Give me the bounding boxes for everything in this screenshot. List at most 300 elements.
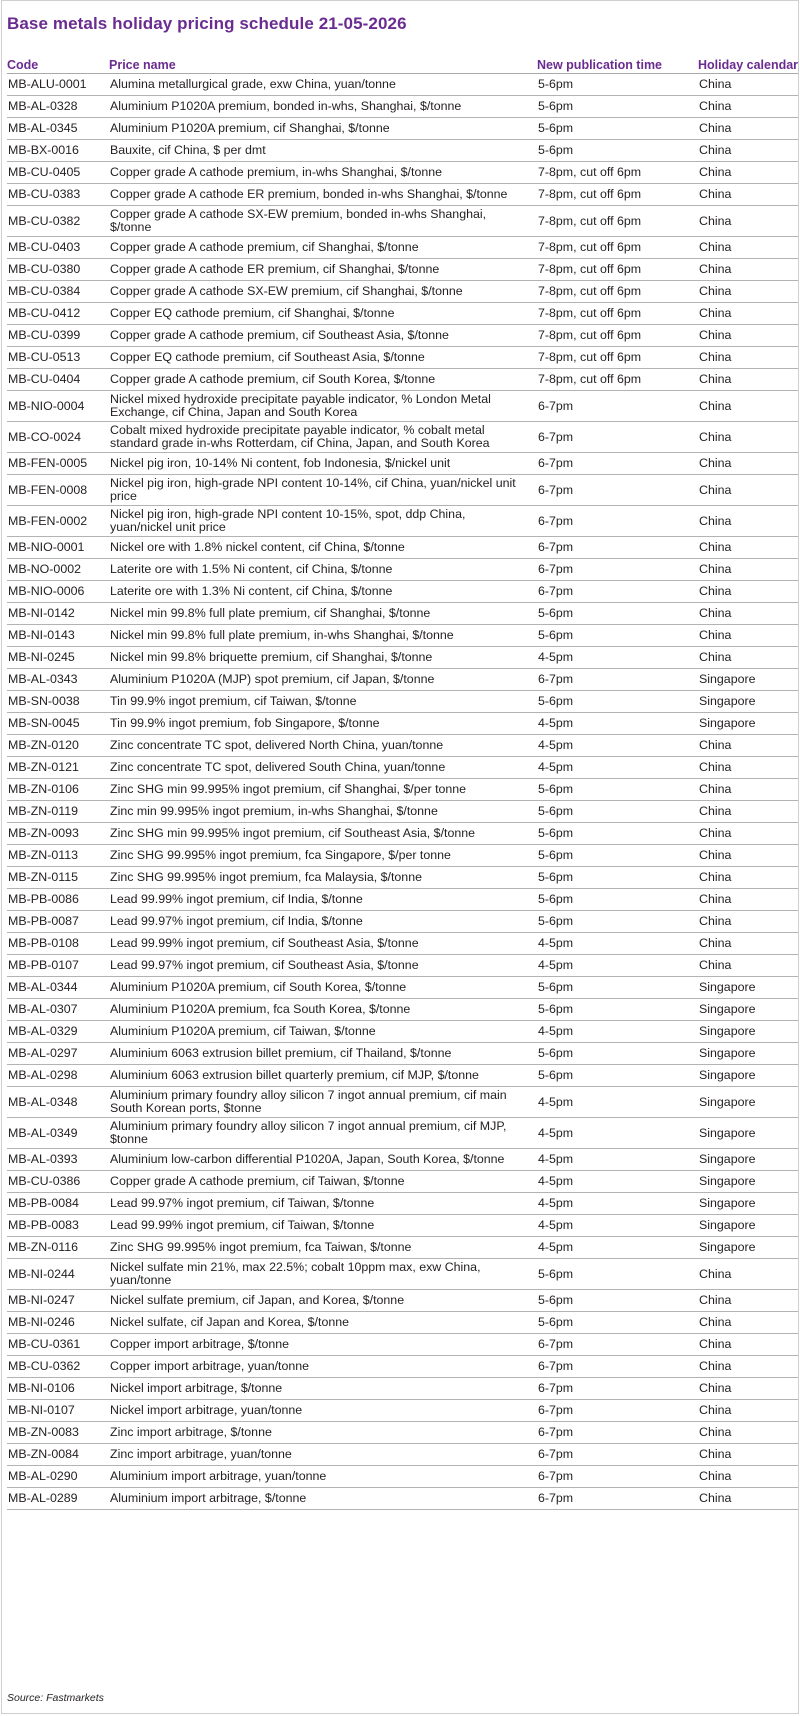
cell-code: MB-CU-0383 bbox=[7, 184, 109, 206]
cell-holiday-calendar: Singapore bbox=[698, 1118, 799, 1149]
cell-publication-time: 6-7pm bbox=[537, 1444, 698, 1466]
cell-publication-time: 6-7pm bbox=[537, 1488, 698, 1510]
cell-publication-time: 5-6pm bbox=[537, 977, 698, 999]
cell-price-name: Copper import arbitrage, $/tonne bbox=[109, 1334, 537, 1356]
table-row bbox=[7, 735, 799, 757]
cell-price-name: Zinc SHG min 99.995% ingot premium, cif Shanghai, $/per tonne bbox=[109, 779, 537, 801]
cell-publication-time: 5-6pm bbox=[537, 1259, 698, 1290]
table-row bbox=[7, 691, 799, 713]
cell-code: MB-NI-0142 bbox=[7, 603, 109, 625]
cell-price-name: Nickel import arbitrage, $/tonne bbox=[109, 1378, 537, 1400]
cell-price-name: Lead 99.97% ingot premium, cif Taiwan, $/tonne bbox=[109, 1193, 537, 1215]
cell-holiday-calendar: China bbox=[698, 506, 799, 537]
cell-price-name: Nickel min 99.8% briquette premium, cif Shanghai, $/tonne bbox=[109, 647, 537, 669]
cell-code: MB-PB-0086 bbox=[7, 889, 109, 911]
table-row bbox=[7, 281, 799, 303]
cell-price-name: Copper grade A cathode premium, cif Taiwan, $/tonne bbox=[109, 1171, 537, 1193]
cell-holiday-calendar: China bbox=[698, 1259, 799, 1290]
cell-holiday-calendar: China bbox=[698, 475, 799, 506]
cell-publication-time: 7-8pm, cut off 6pm bbox=[537, 281, 698, 303]
cell-publication-time: 5-6pm bbox=[537, 603, 698, 625]
cell-code: MB-CU-0382 bbox=[7, 206, 109, 237]
cell-publication-time: 6-7pm bbox=[537, 669, 698, 691]
table-row bbox=[7, 1118, 799, 1149]
cell-price-name: Nickel pig iron, 10-14% Ni content, fob Indonesia, $/nickel unit bbox=[109, 453, 537, 475]
cell-holiday-calendar: China bbox=[698, 347, 799, 369]
cell-holiday-calendar: Singapore bbox=[698, 1237, 799, 1259]
cell-price-name: Nickel sulfate premium, cif Japan, and Korea, $/tonne bbox=[109, 1290, 537, 1312]
cell-code: MB-CU-0403 bbox=[7, 237, 109, 259]
table-row bbox=[7, 1149, 799, 1171]
table-row bbox=[7, 1334, 799, 1356]
cell-publication-time: 4-5pm bbox=[537, 1118, 698, 1149]
header-publication-time: New publication time bbox=[537, 56, 698, 74]
cell-holiday-calendar: China bbox=[698, 206, 799, 237]
cell-code: MB-AL-0393 bbox=[7, 1149, 109, 1171]
cell-holiday-calendar: China bbox=[698, 303, 799, 325]
cell-price-name: Copper EQ cathode premium, cif Shanghai, $/tonne bbox=[109, 303, 537, 325]
table-row bbox=[7, 713, 799, 735]
cell-code: MB-PB-0083 bbox=[7, 1215, 109, 1237]
schedule-table bbox=[7, 56, 799, 1510]
cell-publication-time: 6-7pm bbox=[537, 506, 698, 537]
cell-publication-time: 6-7pm bbox=[537, 1378, 698, 1400]
table-header bbox=[7, 56, 799, 74]
cell-holiday-calendar: China bbox=[698, 391, 799, 422]
table-row bbox=[7, 391, 799, 422]
cell-publication-time: 6-7pm bbox=[537, 581, 698, 603]
table-row bbox=[7, 303, 799, 325]
cell-price-name: Aluminium P1020A premium, cif Taiwan, $/tonne bbox=[109, 1021, 537, 1043]
cell-price-name: Copper grade A cathode premium, in-whs Shanghai, $/tonne bbox=[109, 162, 537, 184]
table-row bbox=[7, 1422, 799, 1444]
cell-code: MB-ZN-0084 bbox=[7, 1444, 109, 1466]
cell-price-name: Nickel min 99.8% full plate premium, in-whs Shanghai, $/tonne bbox=[109, 625, 537, 647]
cell-price-name: Zinc SHG 99.995% ingot premium, fca Malaysia, $/tonne bbox=[109, 867, 537, 889]
cell-publication-time: 7-8pm, cut off 6pm bbox=[537, 303, 698, 325]
cell-code: MB-CU-0380 bbox=[7, 259, 109, 281]
cell-holiday-calendar: China bbox=[698, 1400, 799, 1422]
cell-code: MB-AL-0344 bbox=[7, 977, 109, 999]
cell-holiday-calendar: China bbox=[698, 845, 799, 867]
table-row bbox=[7, 1356, 799, 1378]
cell-holiday-calendar: Singapore bbox=[698, 1021, 799, 1043]
cell-holiday-calendar: Singapore bbox=[698, 977, 799, 999]
cell-holiday-calendar: Singapore bbox=[698, 1149, 799, 1171]
table-row bbox=[7, 669, 799, 691]
table-row bbox=[7, 259, 799, 281]
cell-code: MB-AL-0349 bbox=[7, 1118, 109, 1149]
table-row bbox=[7, 625, 799, 647]
table-row bbox=[7, 933, 799, 955]
cell-holiday-calendar: China bbox=[698, 735, 799, 757]
cell-publication-time: 7-8pm, cut off 6pm bbox=[537, 325, 698, 347]
table-body bbox=[7, 74, 799, 1510]
cell-price-name: Lead 99.99% ingot premium, cif Taiwan, $/tonne bbox=[109, 1215, 537, 1237]
cell-price-name: Zinc min 99.995% ingot premium, in-whs Shanghai, $/tonne bbox=[109, 801, 537, 823]
cell-publication-time: 5-6pm bbox=[537, 74, 698, 96]
cell-code: MB-NIO-0006 bbox=[7, 581, 109, 603]
cell-publication-time: 5-6pm bbox=[537, 96, 698, 118]
cell-publication-time: 7-8pm, cut off 6pm bbox=[537, 162, 698, 184]
cell-code: MB-AL-0298 bbox=[7, 1065, 109, 1087]
cell-holiday-calendar: China bbox=[698, 823, 799, 845]
cell-publication-time: 4-5pm bbox=[537, 1215, 698, 1237]
cell-publication-time: 4-5pm bbox=[537, 933, 698, 955]
cell-price-name: Tin 99.9% ingot premium, cif Taiwan, $/tonne bbox=[109, 691, 537, 713]
cell-code: MB-BX-0016 bbox=[7, 140, 109, 162]
cell-publication-time: 4-5pm bbox=[537, 1149, 698, 1171]
cell-price-name: Copper import arbitrage, yuan/tonne bbox=[109, 1356, 537, 1378]
cell-publication-time: 7-8pm, cut off 6pm bbox=[537, 184, 698, 206]
cell-publication-time: 4-5pm bbox=[537, 1237, 698, 1259]
cell-code: MB-AL-0297 bbox=[7, 1043, 109, 1065]
cell-publication-time: 5-6pm bbox=[537, 779, 698, 801]
table-row bbox=[7, 1444, 799, 1466]
cell-price-name: Nickel ore with 1.8% nickel content, cif China, $/tonne bbox=[109, 537, 537, 559]
table-row bbox=[7, 1400, 799, 1422]
cell-price-name: Copper grade A cathode premium, cif Southeast Asia, $/tonne bbox=[109, 325, 537, 347]
cell-price-name: Laterite ore with 1.3% Ni content, cif China, $/tonne bbox=[109, 581, 537, 603]
cell-publication-time: 6-7pm bbox=[537, 1334, 698, 1356]
cell-code: MB-CU-0412 bbox=[7, 303, 109, 325]
table-row bbox=[7, 1087, 799, 1118]
cell-price-name: Copper grade A cathode SX-EW premium, cif Shanghai, $/tonne bbox=[109, 281, 537, 303]
cell-code: MB-NI-0246 bbox=[7, 1312, 109, 1334]
cell-publication-time: 4-5pm bbox=[537, 955, 698, 977]
cell-price-name: Zinc SHG 99.995% ingot premium, fca Singapore, $/per tonne bbox=[109, 845, 537, 867]
cell-publication-time: 4-5pm bbox=[537, 1171, 698, 1193]
cell-price-name: Aluminium low-carbon differential P1020A, Japan, South Korea, $/tonne bbox=[109, 1149, 537, 1171]
cell-publication-time: 6-7pm bbox=[537, 453, 698, 475]
cell-holiday-calendar: China bbox=[698, 625, 799, 647]
header-price-name: Price name bbox=[109, 56, 537, 74]
table-row bbox=[7, 911, 799, 933]
cell-holiday-calendar: China bbox=[698, 1334, 799, 1356]
cell-price-name: Zinc concentrate TC spot, delivered South China, yuan/tonne bbox=[109, 757, 537, 779]
cell-holiday-calendar: China bbox=[698, 1422, 799, 1444]
cell-price-name: Lead 99.97% ingot premium, cif India, $/tonne bbox=[109, 911, 537, 933]
cell-price-name: Zinc SHG 99.995% ingot premium, fca Taiwan, $/tonne bbox=[109, 1237, 537, 1259]
cell-publication-time: 5-6pm bbox=[537, 140, 698, 162]
cell-publication-time: 7-8pm, cut off 6pm bbox=[537, 259, 698, 281]
cell-holiday-calendar: China bbox=[698, 889, 799, 911]
cell-holiday-calendar: Singapore bbox=[698, 999, 799, 1021]
cell-code: MB-AL-0328 bbox=[7, 96, 109, 118]
cell-code: MB-NIO-0001 bbox=[7, 537, 109, 559]
table-row bbox=[7, 1378, 799, 1400]
cell-publication-time: 5-6pm bbox=[537, 691, 698, 713]
cell-holiday-calendar: China bbox=[698, 779, 799, 801]
table-row bbox=[7, 537, 799, 559]
cell-price-name: Aluminium primary foundry alloy silicon 7 ingot annual premium, cif main South Korean ports, $tonne bbox=[109, 1087, 537, 1118]
cell-code: MB-CU-0386 bbox=[7, 1171, 109, 1193]
cell-price-name: Bauxite, cif China, $ per dmt bbox=[109, 140, 537, 162]
table-row bbox=[7, 779, 799, 801]
cell-publication-time: 6-7pm bbox=[537, 559, 698, 581]
cell-holiday-calendar: China bbox=[698, 369, 799, 391]
cell-publication-time: 5-6pm bbox=[537, 118, 698, 140]
cell-code: MB-NIO-0004 bbox=[7, 391, 109, 422]
cell-price-name: Copper grade A cathode premium, cif South Korea, $/tonne bbox=[109, 369, 537, 391]
table-row bbox=[7, 140, 799, 162]
cell-code: MB-SN-0045 bbox=[7, 713, 109, 735]
table-row bbox=[7, 1237, 799, 1259]
cell-publication-time: 4-5pm bbox=[537, 1087, 698, 1118]
cell-price-name: Lead 99.99% ingot premium, cif Southeast Asia, $/tonne bbox=[109, 933, 537, 955]
table-row bbox=[7, 162, 799, 184]
cell-publication-time: 6-7pm bbox=[537, 537, 698, 559]
cell-code: MB-ALU-0001 bbox=[7, 74, 109, 96]
table-row bbox=[7, 559, 799, 581]
cell-publication-time: 6-7pm bbox=[537, 1400, 698, 1422]
table-row bbox=[7, 369, 799, 391]
cell-code: MB-PB-0087 bbox=[7, 911, 109, 933]
cell-price-name: Nickel mixed hydroxide precipitate payable indicator, % London Metal Exchange, cif China, Japan and South Korea bbox=[109, 391, 537, 422]
cell-code: MB-NI-0143 bbox=[7, 625, 109, 647]
cell-price-name: Nickel import arbitrage, yuan/tonne bbox=[109, 1400, 537, 1422]
cell-holiday-calendar: Singapore bbox=[698, 1215, 799, 1237]
cell-code: MB-CU-0384 bbox=[7, 281, 109, 303]
table-row bbox=[7, 1193, 799, 1215]
cell-code: MB-NO-0002 bbox=[7, 559, 109, 581]
cell-price-name: Aluminium primary foundry alloy silicon 7 ingot annual premium, cif MJP, $tonne bbox=[109, 1118, 537, 1149]
cell-code: MB-AL-0348 bbox=[7, 1087, 109, 1118]
cell-publication-time: 7-8pm, cut off 6pm bbox=[537, 369, 698, 391]
cell-code: MB-AL-0345 bbox=[7, 118, 109, 140]
cell-holiday-calendar: China bbox=[698, 259, 799, 281]
table-row bbox=[7, 845, 799, 867]
cell-publication-time: 6-7pm bbox=[537, 1466, 698, 1488]
table-row bbox=[7, 1259, 799, 1290]
cell-code: MB-ZN-0115 bbox=[7, 867, 109, 889]
cell-holiday-calendar: Singapore bbox=[698, 713, 799, 735]
cell-holiday-calendar: China bbox=[698, 96, 799, 118]
document-frame bbox=[1, 0, 799, 1714]
cell-price-name: Copper grade A cathode ER premium, bonded in-whs Shanghai, $/tonne bbox=[109, 184, 537, 206]
cell-code: MB-NI-0244 bbox=[7, 1259, 109, 1290]
table-row bbox=[7, 453, 799, 475]
header-code: Code bbox=[7, 56, 109, 74]
cell-publication-time: 6-7pm bbox=[537, 475, 698, 506]
cell-holiday-calendar: China bbox=[698, 801, 799, 823]
table-row bbox=[7, 1215, 799, 1237]
cell-price-name: Nickel sulfate, cif Japan and Korea, $/tonne bbox=[109, 1312, 537, 1334]
cell-code: MB-ZN-0116 bbox=[7, 1237, 109, 1259]
table-row bbox=[7, 118, 799, 140]
cell-publication-time: 4-5pm bbox=[537, 1193, 698, 1215]
table-row bbox=[7, 955, 799, 977]
cell-holiday-calendar: China bbox=[698, 74, 799, 96]
cell-publication-time: 5-6pm bbox=[537, 999, 698, 1021]
cell-price-name: Zinc SHG min 99.995% ingot premium, cif Southeast Asia, $/tonne bbox=[109, 823, 537, 845]
cell-publication-time: 4-5pm bbox=[537, 1021, 698, 1043]
cell-price-name: Nickel pig iron, high-grade NPI content 10-15%, spot, ddp China, yuan/nickel unit price bbox=[109, 506, 537, 537]
table-row bbox=[7, 96, 799, 118]
cell-price-name: Nickel min 99.8% full plate premium, cif Shanghai, $/tonne bbox=[109, 603, 537, 625]
cell-price-name: Copper grade A cathode SX-EW premium, bonded in-whs Shanghai, $/tonne bbox=[109, 206, 537, 237]
cell-code: MB-FEN-0005 bbox=[7, 453, 109, 475]
cell-holiday-calendar: China bbox=[698, 1378, 799, 1400]
table-row bbox=[7, 422, 799, 453]
cell-price-name: Aluminium P1020A premium, fca South Korea, $/tonne bbox=[109, 999, 537, 1021]
cell-publication-time: 5-6pm bbox=[537, 823, 698, 845]
cell-publication-time: 5-6pm bbox=[537, 889, 698, 911]
cell-price-name: Alumina metallurgical grade, exw China, yuan/tonne bbox=[109, 74, 537, 96]
cell-code: MB-PB-0108 bbox=[7, 933, 109, 955]
table-row bbox=[7, 999, 799, 1021]
cell-code: MB-NI-0106 bbox=[7, 1378, 109, 1400]
cell-holiday-calendar: China bbox=[698, 911, 799, 933]
cell-holiday-calendar: China bbox=[698, 237, 799, 259]
cell-holiday-calendar: Singapore bbox=[698, 1065, 799, 1087]
cell-holiday-calendar: China bbox=[698, 1356, 799, 1378]
cell-code: MB-ZN-0120 bbox=[7, 735, 109, 757]
cell-holiday-calendar: China bbox=[698, 603, 799, 625]
cell-code: MB-PB-0084 bbox=[7, 1193, 109, 1215]
table-row bbox=[7, 823, 799, 845]
cell-price-name: Aluminium import arbitrage, yuan/tonne bbox=[109, 1466, 537, 1488]
cell-publication-time: 7-8pm, cut off 6pm bbox=[537, 347, 698, 369]
cell-code: MB-ZN-0121 bbox=[7, 757, 109, 779]
cell-code: MB-ZN-0113 bbox=[7, 845, 109, 867]
cell-holiday-calendar: Singapore bbox=[698, 691, 799, 713]
cell-publication-time: 7-8pm, cut off 6pm bbox=[537, 237, 698, 259]
cell-publication-time: 6-7pm bbox=[537, 422, 698, 453]
table-row bbox=[7, 867, 799, 889]
cell-code: MB-NI-0247 bbox=[7, 1290, 109, 1312]
cell-price-name: Copper grade A cathode ER premium, cif Shanghai, $/tonne bbox=[109, 259, 537, 281]
cell-publication-time: 6-7pm bbox=[537, 1356, 698, 1378]
cell-code: MB-AL-0307 bbox=[7, 999, 109, 1021]
cell-holiday-calendar: China bbox=[698, 955, 799, 977]
cell-holiday-calendar: China bbox=[698, 933, 799, 955]
table-row bbox=[7, 647, 799, 669]
table-row bbox=[7, 757, 799, 779]
table-row bbox=[7, 1312, 799, 1334]
cell-holiday-calendar: China bbox=[698, 1466, 799, 1488]
cell-code: MB-SN-0038 bbox=[7, 691, 109, 713]
cell-holiday-calendar: China bbox=[698, 1444, 799, 1466]
table-row bbox=[7, 184, 799, 206]
cell-publication-time: 6-7pm bbox=[537, 391, 698, 422]
table-row bbox=[7, 475, 799, 506]
cell-holiday-calendar: Singapore bbox=[698, 1043, 799, 1065]
table-row bbox=[7, 347, 799, 369]
cell-price-name: Aluminium 6063 extrusion billet quarterly premium, cif MJP, $/tonne bbox=[109, 1065, 537, 1087]
cell-publication-time: 5-6pm bbox=[537, 1043, 698, 1065]
cell-publication-time: 5-6pm bbox=[537, 801, 698, 823]
cell-price-name: Laterite ore with 1.5% Ni content, cif China, $/tonne bbox=[109, 559, 537, 581]
source-note: Source: Fastmarkets bbox=[7, 1692, 104, 1704]
cell-price-name: Aluminium P1020A premium, cif South Korea, $/tonne bbox=[109, 977, 537, 999]
cell-holiday-calendar: China bbox=[698, 559, 799, 581]
cell-holiday-calendar: China bbox=[698, 162, 799, 184]
cell-holiday-calendar: China bbox=[698, 581, 799, 603]
cell-price-name: Nickel sulfate min 21%, max 22.5%; cobalt 10ppm max, exw China, yuan/tonne bbox=[109, 1259, 537, 1290]
cell-price-name: Aluminium import arbitrage, $/tonne bbox=[109, 1488, 537, 1510]
cell-holiday-calendar: China bbox=[698, 281, 799, 303]
cell-price-name: Aluminium P1020A premium, cif Shanghai, $/tonne bbox=[109, 118, 537, 140]
cell-holiday-calendar: China bbox=[698, 184, 799, 206]
cell-code: MB-AL-0289 bbox=[7, 1488, 109, 1510]
cell-price-name: Lead 99.97% ingot premium, cif Southeast Asia, $/tonne bbox=[109, 955, 537, 977]
table-row bbox=[7, 325, 799, 347]
cell-publication-time: 4-5pm bbox=[537, 757, 698, 779]
table-row bbox=[7, 1488, 799, 1510]
cell-price-name: Copper grade A cathode premium, cif Shanghai, $/tonne bbox=[109, 237, 537, 259]
cell-code: MB-CU-0362 bbox=[7, 1356, 109, 1378]
header-holiday-calendar: Holiday calendar bbox=[698, 57, 799, 72]
cell-holiday-calendar: China bbox=[698, 537, 799, 559]
cell-price-name: Tin 99.9% ingot premium, fob Singapore, $/tonne bbox=[109, 713, 537, 735]
cell-code: MB-CU-0513 bbox=[7, 347, 109, 369]
cell-code: MB-CU-0361 bbox=[7, 1334, 109, 1356]
cell-publication-time: 4-5pm bbox=[537, 647, 698, 669]
cell-holiday-calendar: Singapore bbox=[698, 1171, 799, 1193]
cell-holiday-calendar: China bbox=[698, 453, 799, 475]
table-row bbox=[7, 889, 799, 911]
table-row bbox=[7, 1043, 799, 1065]
cell-code: MB-AL-0290 bbox=[7, 1466, 109, 1488]
cell-code: MB-CU-0399 bbox=[7, 325, 109, 347]
cell-price-name: Aluminium 6063 extrusion billet premium, cif Thailand, $/tonne bbox=[109, 1043, 537, 1065]
cell-code: MB-ZN-0106 bbox=[7, 779, 109, 801]
cell-code: MB-NI-0107 bbox=[7, 1400, 109, 1422]
table-row bbox=[7, 1021, 799, 1043]
cell-publication-time: 7-8pm, cut off 6pm bbox=[537, 206, 698, 237]
table-row bbox=[7, 801, 799, 823]
table-row bbox=[7, 237, 799, 259]
cell-publication-time: 5-6pm bbox=[537, 1312, 698, 1334]
cell-price-name: Zinc concentrate TC spot, delivered North China, yuan/tonne bbox=[109, 735, 537, 757]
table-row bbox=[7, 206, 799, 237]
table-row bbox=[7, 1466, 799, 1488]
cell-holiday-calendar: China bbox=[698, 422, 799, 453]
cell-holiday-calendar: China bbox=[698, 140, 799, 162]
cell-code: MB-CU-0405 bbox=[7, 162, 109, 184]
cell-code: MB-CO-0024 bbox=[7, 422, 109, 453]
cell-price-name: Zinc import arbitrage, yuan/tonne bbox=[109, 1444, 537, 1466]
cell-holiday-calendar: China bbox=[698, 1290, 799, 1312]
table-row bbox=[7, 1065, 799, 1087]
cell-price-name: Cobalt mixed hydroxide precipitate payable indicator, % cobalt metal standard grade in-whs Rotterdam, cif China, Japan, and South Korea bbox=[109, 422, 537, 453]
header-row bbox=[7, 56, 799, 74]
cell-holiday-calendar: China bbox=[698, 1488, 799, 1510]
cell-publication-time: 4-5pm bbox=[537, 713, 698, 735]
page-title: Base metals holiday pricing schedule 21-05-2026 bbox=[7, 14, 407, 33]
cell-publication-time: 5-6pm bbox=[537, 1065, 698, 1087]
cell-price-name: Aluminium P1020A premium, bonded in-whs, Shanghai, $/tonne bbox=[109, 96, 537, 118]
cell-holiday-calendar: China bbox=[698, 647, 799, 669]
cell-publication-time: 5-6pm bbox=[537, 1290, 698, 1312]
table-row bbox=[7, 74, 799, 96]
cell-code: MB-FEN-0008 bbox=[7, 475, 109, 506]
cell-holiday-calendar: Singapore bbox=[698, 1087, 799, 1118]
cell-holiday-calendar: China bbox=[698, 867, 799, 889]
cell-publication-time: 5-6pm bbox=[537, 625, 698, 647]
cell-publication-time: 5-6pm bbox=[537, 911, 698, 933]
cell-code: MB-PB-0107 bbox=[7, 955, 109, 977]
cell-code: MB-ZN-0083 bbox=[7, 1422, 109, 1444]
cell-code: MB-NI-0245 bbox=[7, 647, 109, 669]
cell-holiday-calendar: China bbox=[698, 325, 799, 347]
cell-price-name: Zinc import arbitrage, $/tonne bbox=[109, 1422, 537, 1444]
cell-code: MB-ZN-0093 bbox=[7, 823, 109, 845]
cell-code: MB-AL-0343 bbox=[7, 669, 109, 691]
table-row bbox=[7, 1290, 799, 1312]
cell-code: MB-CU-0404 bbox=[7, 369, 109, 391]
